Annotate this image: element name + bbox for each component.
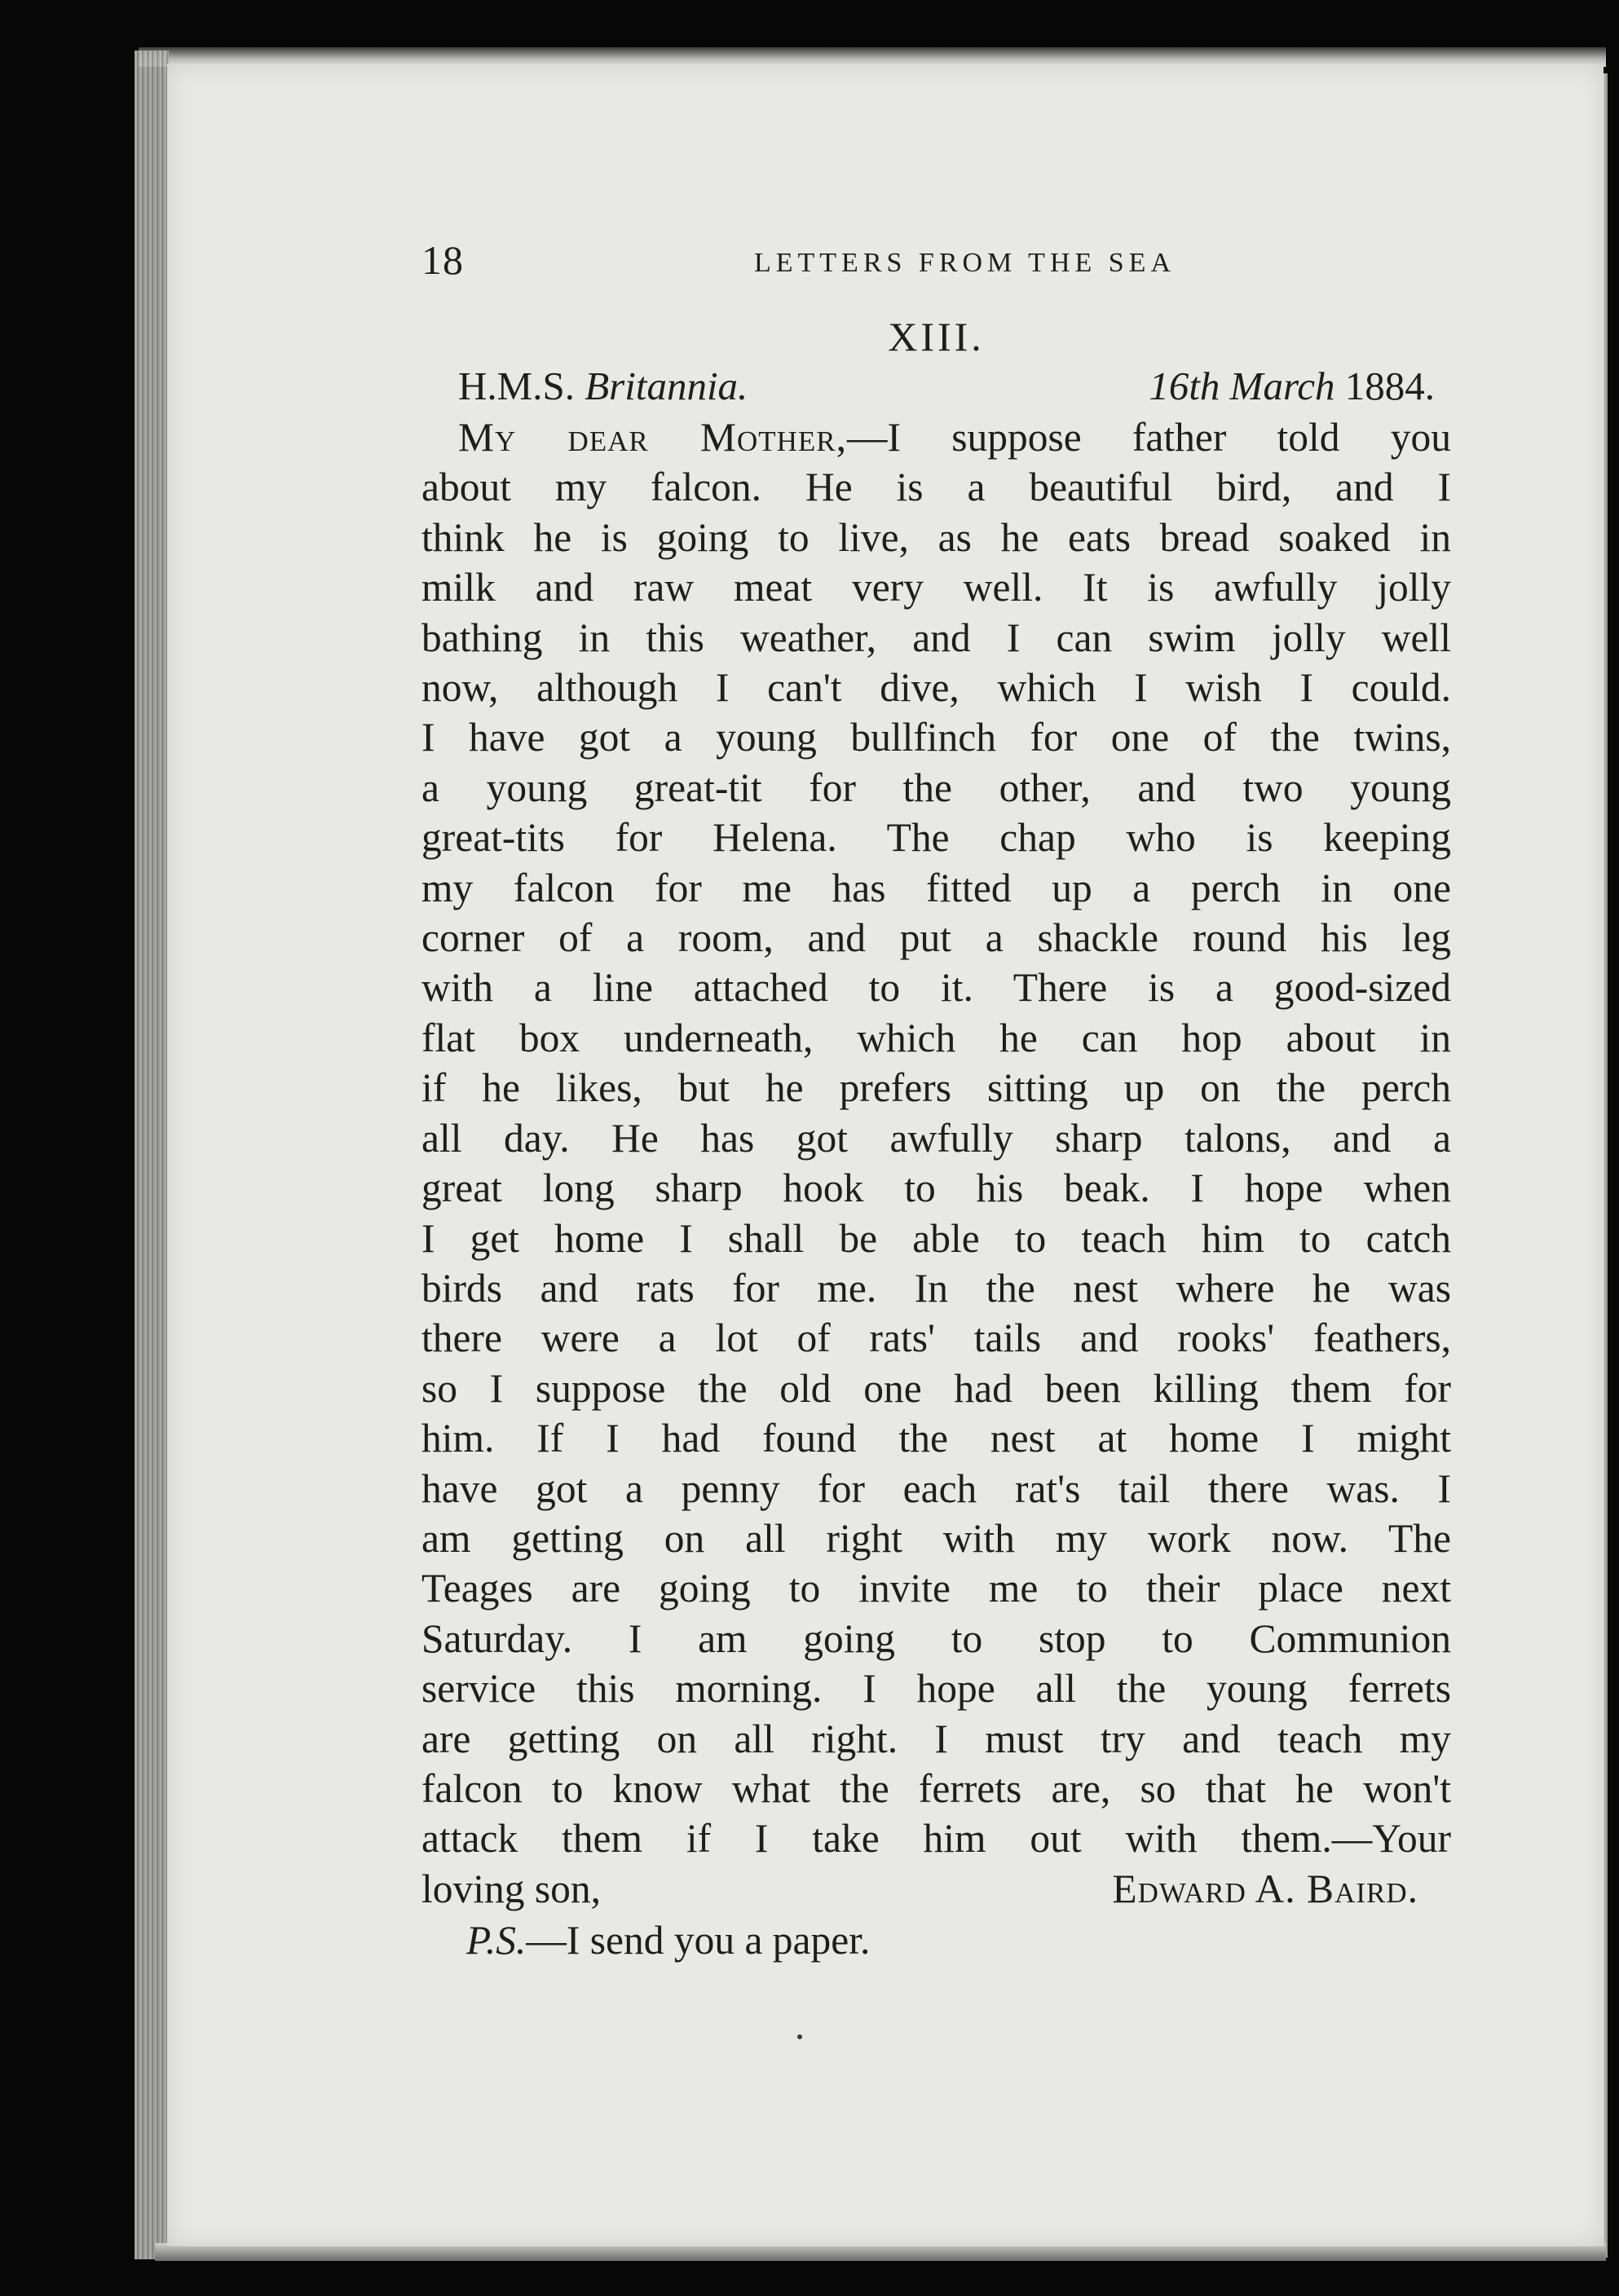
body-line: a young great-tit for the other, and two young bbox=[421, 765, 1451, 810]
running-title: LETTERS FROM THE SEA bbox=[753, 248, 1176, 278]
postscript-text: —I send you a paper. bbox=[526, 1917, 871, 1963]
ink-speck bbox=[797, 2034, 802, 2039]
body-line: all day. He has got awfully sharp talons, and a bbox=[421, 1115, 1451, 1161]
body-line: about my falcon. He is a beautiful bird, and I bbox=[421, 465, 1451, 510]
date-year: 1884. bbox=[1344, 364, 1435, 408]
body-line: great long sharp hook to his beak. I hope when bbox=[421, 1166, 1451, 1211]
letter-date bbox=[1149, 360, 1435, 412]
dateline bbox=[421, 360, 1451, 412]
body-line: falcon to know what the ferrets are, so that he won't bbox=[421, 1765, 1451, 1811]
body-line: corner of a room, and put a shackle round his leg bbox=[421, 915, 1451, 961]
body-line: am getting on all right with my work now. The bbox=[421, 1515, 1451, 1561]
body-line: attack them if I take him out with them.—Your bbox=[421, 1816, 1451, 1862]
body-line: Teages are going to invite me to their place next bbox=[421, 1566, 1451, 1611]
body-line: there were a lot of rats' tails and rooks' feathers, bbox=[421, 1315, 1451, 1361]
running-head bbox=[421, 236, 1451, 295]
page-number: 18 bbox=[421, 237, 464, 283]
body-line: my falcon for me has fitted up a perch in one bbox=[421, 865, 1451, 910]
body-line: I have got a young bullfinch for one of the twins, bbox=[421, 715, 1451, 760]
postscript bbox=[421, 1915, 1451, 1965]
ship-prefix: H.M.S. bbox=[458, 364, 575, 408]
body-line: bathing in this weather, and I can swim jolly well bbox=[421, 615, 1451, 660]
body-line bbox=[421, 412, 1451, 462]
body-line: are getting on all right. I must try and teach my bbox=[421, 1716, 1451, 1761]
letter-number: XIII. bbox=[888, 314, 985, 359]
body-line: flat box underneath, which he can hop about in bbox=[421, 1015, 1451, 1060]
body-line: great-tits for Helena. The chap who is keeping bbox=[421, 815, 1451, 861]
body-line: if he likes, but he prefers sitting up on the perch bbox=[421, 1065, 1451, 1111]
closing: loving son, bbox=[421, 1866, 602, 1911]
ship-name-italic: Britannia. bbox=[585, 364, 748, 408]
body-line: service this morning. I hope all the young ferrets bbox=[421, 1666, 1451, 1712]
body-line: milk and raw meat very well. It is awfully jolly bbox=[421, 565, 1451, 610]
date-day: 16th March bbox=[1149, 364, 1335, 408]
body-line: have got a penny for each rat's tail there was. I bbox=[421, 1465, 1451, 1511]
page-edge-left bbox=[135, 51, 169, 2259]
body-line: I get home I shall be able to teach him to catch bbox=[421, 1215, 1451, 1261]
body-line: now, although I can't dive, which I wish I could. bbox=[421, 665, 1451, 711]
salutation: My dear Mother, bbox=[458, 415, 848, 460]
signature: Edward A. Baird. bbox=[1112, 1866, 1418, 1911]
body-line: think he is going to live, as he eats bread soaked in bbox=[421, 514, 1451, 560]
body-line: birds and rats for me. In the nest where he was bbox=[421, 1265, 1451, 1311]
ship-name bbox=[458, 360, 748, 412]
postscript-label: P.S. bbox=[466, 1917, 527, 1963]
body-line: with a line attached to it. There is a good-sized bbox=[421, 965, 1451, 1011]
letter-body bbox=[421, 412, 1451, 1864]
body-line: so I suppose the old one had been killing them for bbox=[421, 1365, 1451, 1411]
closing-line bbox=[421, 1864, 1451, 1914]
body-line: him. If I had found the nest at home I might bbox=[421, 1416, 1451, 1461]
text-block bbox=[421, 236, 1451, 1965]
body-line-text: —I suppose father told you bbox=[847, 415, 1452, 460]
body-line: Saturday. I am going to stop to Communion bbox=[421, 1615, 1451, 1661]
